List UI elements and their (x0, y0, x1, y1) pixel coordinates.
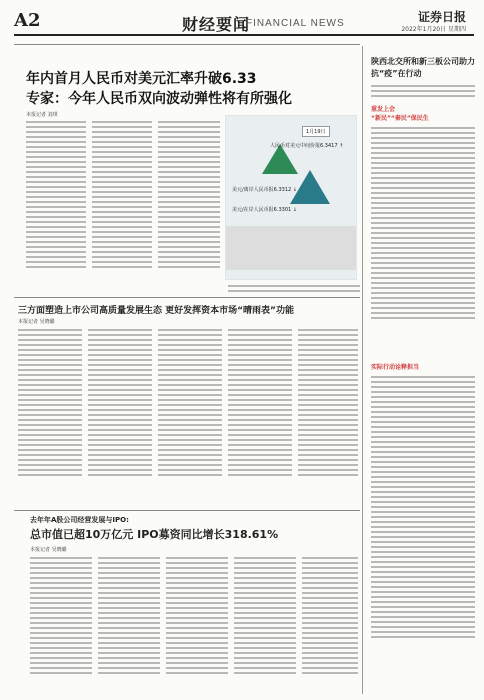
masthead (14, 8, 474, 36)
lead-headline: 年内首月人民币对美元汇率升破6.33 (26, 71, 257, 87)
bottom-body-col2 (98, 554, 160, 692)
right-intro (371, 82, 475, 106)
section-title-en: FINANCIAL NEWS (246, 18, 345, 29)
right-subhead-2: “新民”“秦民”保民生 (371, 115, 429, 122)
mid-top-rule (14, 297, 360, 298)
lead-byline: 本报记者 刘琪 (26, 112, 58, 118)
bottom-body-col1 (30, 554, 92, 692)
mid-byline: 本报记者 吴晓璐 (18, 319, 55, 325)
bottom-body-col4 (234, 554, 296, 692)
mid-body-col1 (18, 326, 82, 504)
newspaper-logo: 证券日报 (417, 10, 466, 24)
right-subhead-3: 实际行动诠释担当 (371, 364, 420, 371)
page-number: A2 (14, 10, 41, 31)
rate-line-3: 美元/在岸人民币报6.3301 ↓ (232, 207, 297, 213)
bottom-kicker: 去年年A股公司经营发展与IPO: (30, 516, 129, 524)
bottom-byline: 本报记者 吴晓璐 (30, 547, 67, 553)
top-rule (14, 44, 360, 45)
rate-line-1: 人民币对美元中间价报6.3417 ↑ (270, 143, 344, 149)
bottom-headline: 总市值已超10万亿元 IPO募资同比增长318.61% (30, 528, 279, 541)
exchange-rate-illustration (225, 115, 357, 280)
lead-subheadline: 专家：今年人民币双向波动弹性将有所强化 (26, 91, 292, 107)
right-subhead-1: 重发上会 (371, 106, 396, 113)
lead-body-col2 (92, 118, 152, 278)
mid-body-col2 (88, 326, 152, 504)
illustration-date-badge: 1月19日 (302, 126, 330, 137)
lead-body-col3 (158, 118, 220, 278)
right-body-1 (371, 124, 475, 358)
mid-body-col3 (158, 326, 222, 504)
issue-date: 2022年1月20日 星期四 (401, 26, 466, 33)
coins-image (226, 226, 356, 270)
rate-line-2: 美元/离岸人民币报6.3312 ↓ (232, 187, 297, 193)
bottom-top-rule (14, 510, 360, 511)
right-body-2 (371, 373, 475, 693)
mid-body-col4 (228, 326, 292, 504)
right-headline: 陕西北交所和新三板公司助力抗“疫”在行动 (371, 57, 475, 78)
section-title: 财经要闻 (182, 15, 251, 34)
bottom-body-col3 (166, 554, 228, 692)
mid-headline: 三方面塑造上市公司高质量发展生态 更好发挥资本市场“晴雨表”功能 (18, 306, 294, 316)
mid-body-col5 (298, 326, 358, 504)
lead-body-col1 (26, 118, 86, 278)
bottom-body-col5 (302, 554, 358, 692)
